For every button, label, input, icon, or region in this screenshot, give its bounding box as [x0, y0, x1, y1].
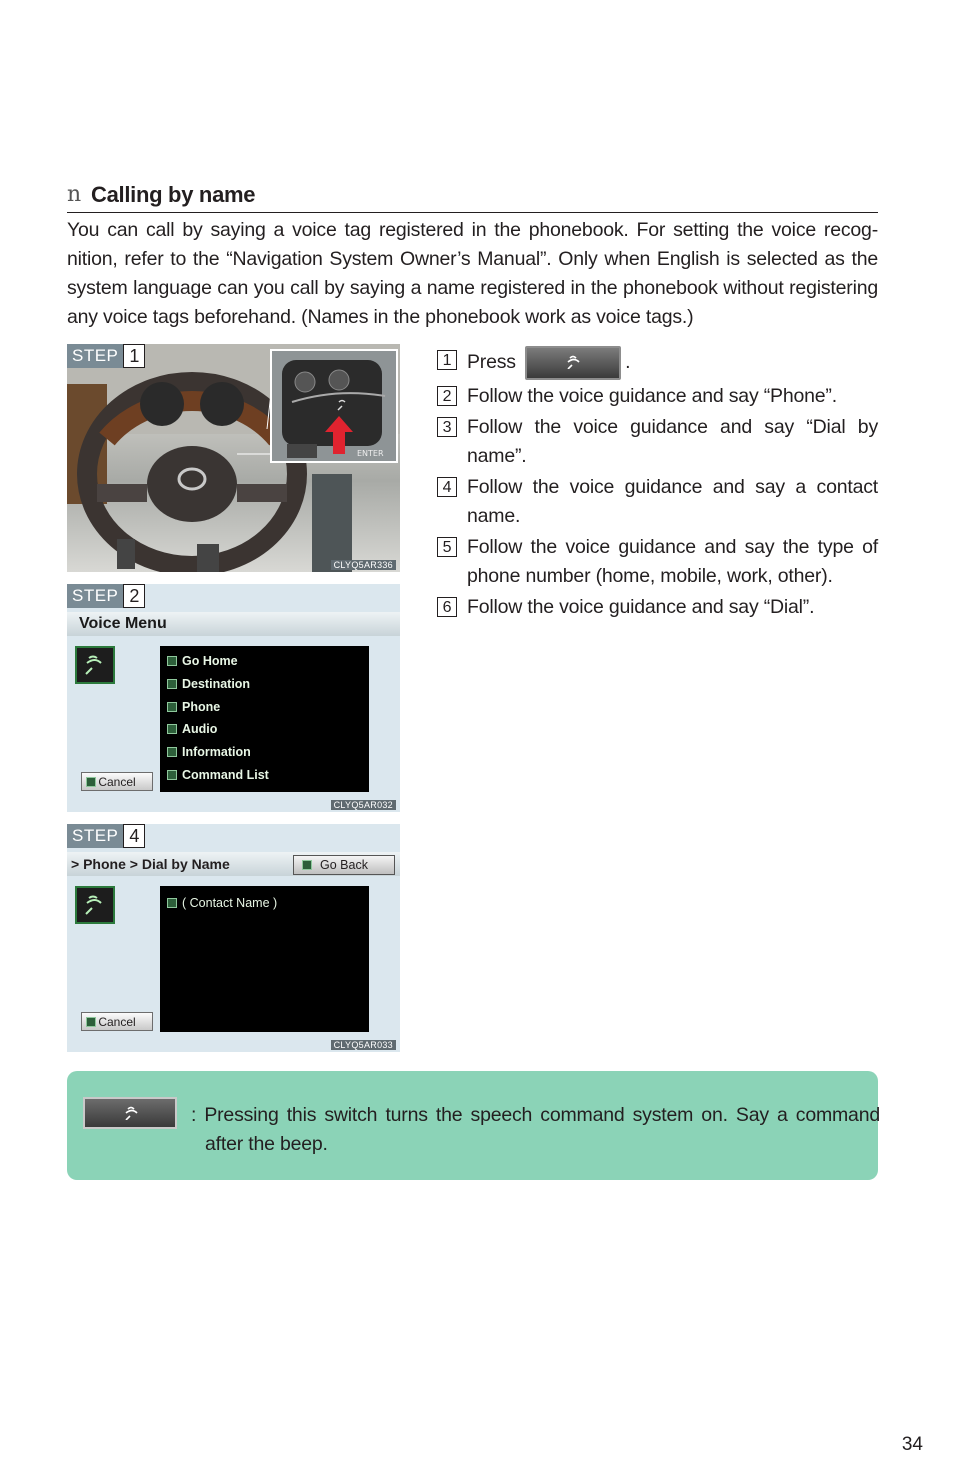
menu-item-destination[interactable]: Destination	[160, 673, 369, 696]
menu-item-command-list[interactable]: Command List	[160, 763, 369, 786]
menu-item-phone[interactable]: Phone	[160, 695, 369, 718]
voice-command-icon	[302, 860, 312, 870]
figure-code: CLYQ5AR033	[331, 1040, 396, 1050]
voice-command-icon	[86, 777, 96, 787]
chevron-right-icon: >	[129, 856, 138, 872]
step-item: 4 Follow the voice guidance and say a contact name.	[437, 473, 878, 531]
bullet-icon: n	[67, 182, 82, 207]
cancel-button[interactable]: Cancel	[81, 772, 153, 791]
figure-code: CLYQ5AR032	[331, 800, 396, 810]
figure-step4-dial-by-name	[67, 824, 400, 1052]
menu-item-contact-name[interactable]: ( Contact Name )	[160, 892, 369, 915]
voice-menu-list	[160, 646, 369, 792]
breadcrumb: > Phone > Dial by Name	[67, 852, 400, 876]
page-number: 34	[901, 1434, 923, 1455]
step4-label: STEP 4	[67, 824, 145, 848]
chevron-right-icon: >	[71, 856, 80, 872]
section-heading	[67, 180, 878, 213]
voice-command-icon	[167, 724, 177, 734]
voice-command-icon	[167, 656, 177, 666]
note-text: : Pressing this switch turns the speech command system on. Say a command after the beep.	[191, 1104, 880, 1155]
menu-item-go-home[interactable]: Go Home	[160, 650, 369, 673]
voice-command-icon	[167, 770, 177, 780]
figure-code: CLYQ5AR336	[331, 560, 396, 570]
talk-switch-icon	[525, 346, 621, 380]
figure-step2-voice-menu	[67, 584, 400, 812]
voice-command-icon	[167, 898, 177, 908]
go-back-button[interactable]: Go Back	[293, 855, 395, 875]
note-box	[67, 1071, 878, 1180]
menu-item-information[interactable]: Information	[160, 741, 369, 764]
step-item: 3 Follow the voice guidance and say “Dial by name”.	[437, 413, 878, 471]
step-list	[437, 346, 878, 624]
talk-switch-icon	[83, 1097, 177, 1129]
screen-title: Voice Menu	[67, 612, 400, 636]
intro-paragraph: You can call by saying a voice tag registered in the phonebook. For setting the voice recog-nition, refer to the “Navigation System Owner’s Manual”. Only when English is selected as the system language can you call by saying a name registered in the phonebook without registering any voice tags beforehand. (Names in the phonebook work as voice tags.)	[67, 219, 878, 328]
voice-icon	[75, 646, 115, 684]
step-item: 6 Follow the voice guidance and say “Dial”.	[437, 593, 878, 622]
voice-command-icon	[167, 679, 177, 689]
voice-command-icon	[167, 747, 177, 757]
steering-wheel-illustration	[67, 344, 400, 572]
voice-command-icon	[86, 1017, 96, 1027]
step-item: 2 Follow the voice guidance and say “Phone”.	[437, 382, 878, 411]
svg-text:ENTER: ENTER	[357, 449, 384, 458]
menu-item-audio[interactable]: Audio	[160, 718, 369, 741]
voice-command-icon	[167, 702, 177, 712]
cancel-button[interactable]: Cancel	[81, 1012, 153, 1031]
contact-list	[160, 886, 369, 1032]
step1-label: STEP 1	[67, 344, 145, 368]
figure-step1-steering-photo	[67, 344, 400, 572]
step-item: 5 Follow the voice guidance and say the type of phone number (home, mobile, work, other).	[437, 533, 878, 591]
step-item: 1 Press .	[437, 346, 878, 380]
section-title: Calling by name	[91, 182, 256, 207]
step2-label: STEP 2	[67, 584, 145, 608]
voice-icon	[75, 886, 115, 924]
